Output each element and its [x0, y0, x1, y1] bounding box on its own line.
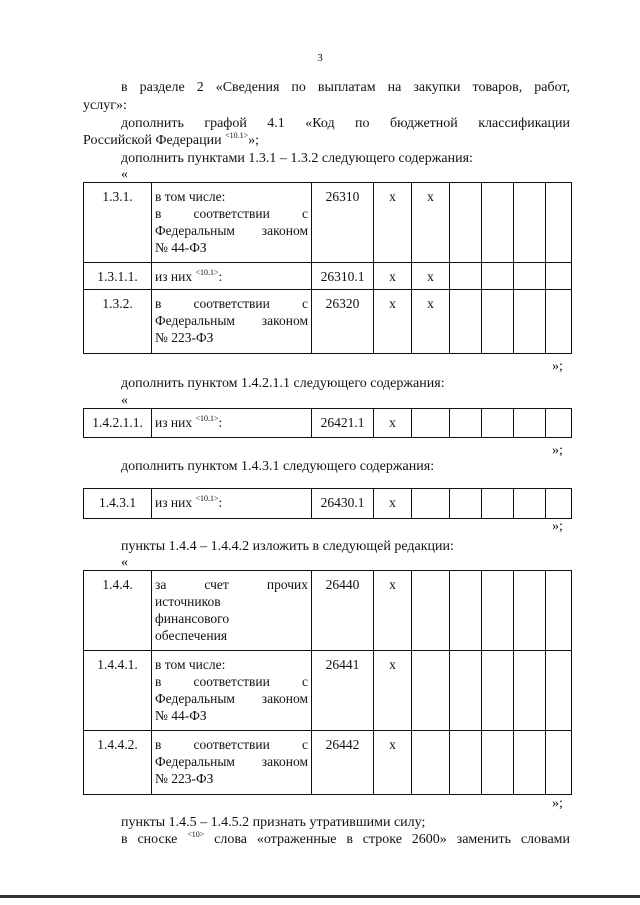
- table-1431: [83, 488, 572, 519]
- desc-text: из них: [155, 415, 193, 430]
- empty-cell: [514, 731, 546, 795]
- paragraph-section2-line1: в разделе 2 «Сведения по выплатам на закупки товаров, работ,: [121, 80, 570, 95]
- empty-cell: [482, 183, 514, 263]
- empty-cell: [514, 290, 546, 354]
- empty-cell: [514, 651, 546, 731]
- empty-cell: [514, 183, 546, 263]
- desc-text: из них: [155, 269, 193, 284]
- empty-cell: [450, 571, 482, 651]
- row-cell-x: х: [412, 183, 450, 263]
- row-code: 26421.1: [312, 409, 374, 438]
- row-number: 1.4.4.: [84, 571, 152, 651]
- row-code: 26440: [312, 571, 374, 651]
- empty-cell: [450, 409, 482, 438]
- paragraph-add-131-132: дополнить пунктами 1.3.1 – 1.3.2 следующего содержания:: [121, 151, 473, 166]
- row-number: 1.4.4.1.: [84, 651, 152, 731]
- desc-line: № 223-ФЗ: [155, 330, 214, 345]
- footnote-ref: <10.1>: [195, 268, 219, 277]
- desc-line: Федеральным законом: [155, 313, 308, 328]
- table-14211: [83, 408, 572, 438]
- empty-cell: [482, 489, 514, 519]
- footnote-ref: <10.1>: [195, 414, 219, 423]
- page-number: 3: [317, 52, 323, 64]
- paragraph-1444-1442: пункты 1.4.4 – 1.4.4.2 изложить в следующей редакции:: [121, 539, 454, 554]
- empty-cell: [450, 651, 482, 731]
- row-description: [152, 489, 312, 519]
- row-code: 26441: [312, 651, 374, 731]
- row-code: 26310: [312, 183, 374, 263]
- desc-line: в соответствии с: [155, 296, 308, 311]
- empty-cell: [412, 651, 450, 731]
- row-cell-x: х: [374, 489, 412, 519]
- row-code: 26442: [312, 731, 374, 795]
- empty-cell: [482, 731, 514, 795]
- row-cell-x: х: [374, 731, 412, 795]
- open-quote: «: [121, 393, 128, 408]
- row-description: [152, 290, 312, 354]
- footnote-text-pre: в сноске: [121, 832, 178, 847]
- desc-line: в том числе:: [155, 657, 226, 672]
- footnote-text-post: слова «отраженные в строке 2600» заменить словами: [214, 832, 571, 847]
- empty-cell: [546, 571, 572, 651]
- empty-cell: [412, 731, 450, 795]
- empty-cell: [546, 183, 572, 263]
- row-number: 1.4.3.1: [84, 489, 152, 519]
- graph41-text: Российской Федерации: [83, 133, 222, 148]
- empty-cell: [482, 290, 514, 354]
- empty-cell: [482, 651, 514, 731]
- desc-line: Федеральным законом: [155, 754, 308, 769]
- paragraph-graph41-line1: дополнить графой 4.1 «Код по бюджетной классификации: [121, 116, 570, 131]
- row-number: 1.4.2.1.1.: [84, 409, 152, 438]
- row-cell-x: х: [412, 263, 450, 290]
- desc-line: источников: [155, 594, 221, 609]
- table-row: [84, 290, 572, 354]
- desc-line: № 44-ФЗ: [155, 708, 207, 723]
- table-row: [84, 409, 572, 438]
- empty-cell: [514, 489, 546, 519]
- row-description: [152, 409, 312, 438]
- row-code: 26310.1: [312, 263, 374, 290]
- row-description: [152, 571, 312, 651]
- close-quote: »;: [552, 796, 563, 811]
- empty-cell: [546, 489, 572, 519]
- empty-cell: [450, 263, 482, 290]
- empty-cell: [450, 731, 482, 795]
- row-description: [152, 263, 312, 290]
- paragraph-145-repeal: пункты 1.4.5 – 1.4.5.2 признать утратившими силу;: [121, 815, 426, 830]
- row-number: 1.3.1.1.: [84, 263, 152, 290]
- table-row: [84, 571, 572, 651]
- paragraph-footnote: [83, 831, 570, 848]
- desc-line: в соответствии с: [155, 674, 308, 689]
- desc-line: в соответствии с: [155, 206, 308, 221]
- row-description: [152, 651, 312, 731]
- desc-line: в том числе:: [155, 189, 226, 204]
- page-edge: [0, 895, 640, 898]
- close-quote: »;: [552, 443, 563, 458]
- paragraph-graph41-line2: [83, 132, 570, 149]
- empty-cell: [546, 651, 572, 731]
- footnote-ref: <10.1>: [225, 131, 249, 140]
- row-cell-x: х: [374, 651, 412, 731]
- footnote-ref: <10.1>: [195, 494, 219, 503]
- empty-cell: [514, 571, 546, 651]
- table-row: [84, 263, 572, 290]
- row-number: 1.4.4.2.: [84, 731, 152, 795]
- close-quote: »;: [552, 519, 563, 534]
- row-description: [152, 731, 312, 795]
- empty-cell: [412, 489, 450, 519]
- empty-cell: [450, 183, 482, 263]
- desc-line: за счет прочих: [155, 577, 308, 592]
- empty-cell: [412, 409, 450, 438]
- empty-cell: [482, 263, 514, 290]
- empty-cell: [546, 290, 572, 354]
- paragraph-add-1431: дополнить пунктом 1.4.3.1 следующего содержания:: [121, 459, 435, 474]
- desc-line: № 44-ФЗ: [155, 240, 207, 255]
- row-cell-x: х: [374, 571, 412, 651]
- table-144: [83, 570, 572, 795]
- empty-cell: [546, 409, 572, 438]
- row-cell-x: х: [374, 263, 412, 290]
- row-cell-x: х: [374, 183, 412, 263]
- open-quote: «: [121, 555, 128, 570]
- row-number: 1.3.1.: [84, 183, 152, 263]
- graph41-end: »;: [248, 133, 260, 148]
- desc-line: № 223-ФЗ: [155, 771, 214, 786]
- empty-cell: [514, 409, 546, 438]
- desc-line: обеспечения: [155, 628, 228, 643]
- row-code: 26320: [312, 290, 374, 354]
- empty-cell: [546, 263, 572, 290]
- table-131-132: [83, 182, 572, 354]
- empty-cell: [546, 731, 572, 795]
- table-row: [84, 731, 572, 795]
- empty-cell: [514, 263, 546, 290]
- desc-colon: :: [218, 495, 223, 510]
- table-row: [84, 489, 572, 519]
- desc-colon: :: [218, 415, 223, 430]
- paragraph-add-14211: дополнить пунктом 1.4.2.1.1 следующего содержания:: [121, 376, 445, 391]
- empty-cell: [450, 290, 482, 354]
- footnote-ref: <10>: [187, 830, 205, 839]
- empty-cell: [482, 409, 514, 438]
- table-row: [84, 651, 572, 731]
- open-quote: «: [121, 167, 128, 182]
- row-cell-x: х: [412, 290, 450, 354]
- desc-line: Федеральным законом: [155, 691, 308, 706]
- paragraph-section2-line2: услуг»:: [83, 98, 127, 113]
- table-row: [84, 183, 572, 263]
- desc-colon: :: [218, 269, 223, 284]
- desc-line: в соответствии с: [155, 737, 308, 752]
- row-number: 1.3.2.: [84, 290, 152, 354]
- desc-line: финансового: [155, 611, 230, 626]
- row-cell-x: х: [374, 409, 412, 438]
- empty-cell: [412, 571, 450, 651]
- row-code: 26430.1: [312, 489, 374, 519]
- empty-cell: [482, 571, 514, 651]
- desc-text: из них: [155, 495, 193, 510]
- row-description: [152, 183, 312, 263]
- desc-line: Федеральным законом: [155, 223, 308, 238]
- row-cell-x: х: [374, 290, 412, 354]
- empty-cell: [450, 489, 482, 519]
- close-quote: »;: [552, 359, 563, 374]
